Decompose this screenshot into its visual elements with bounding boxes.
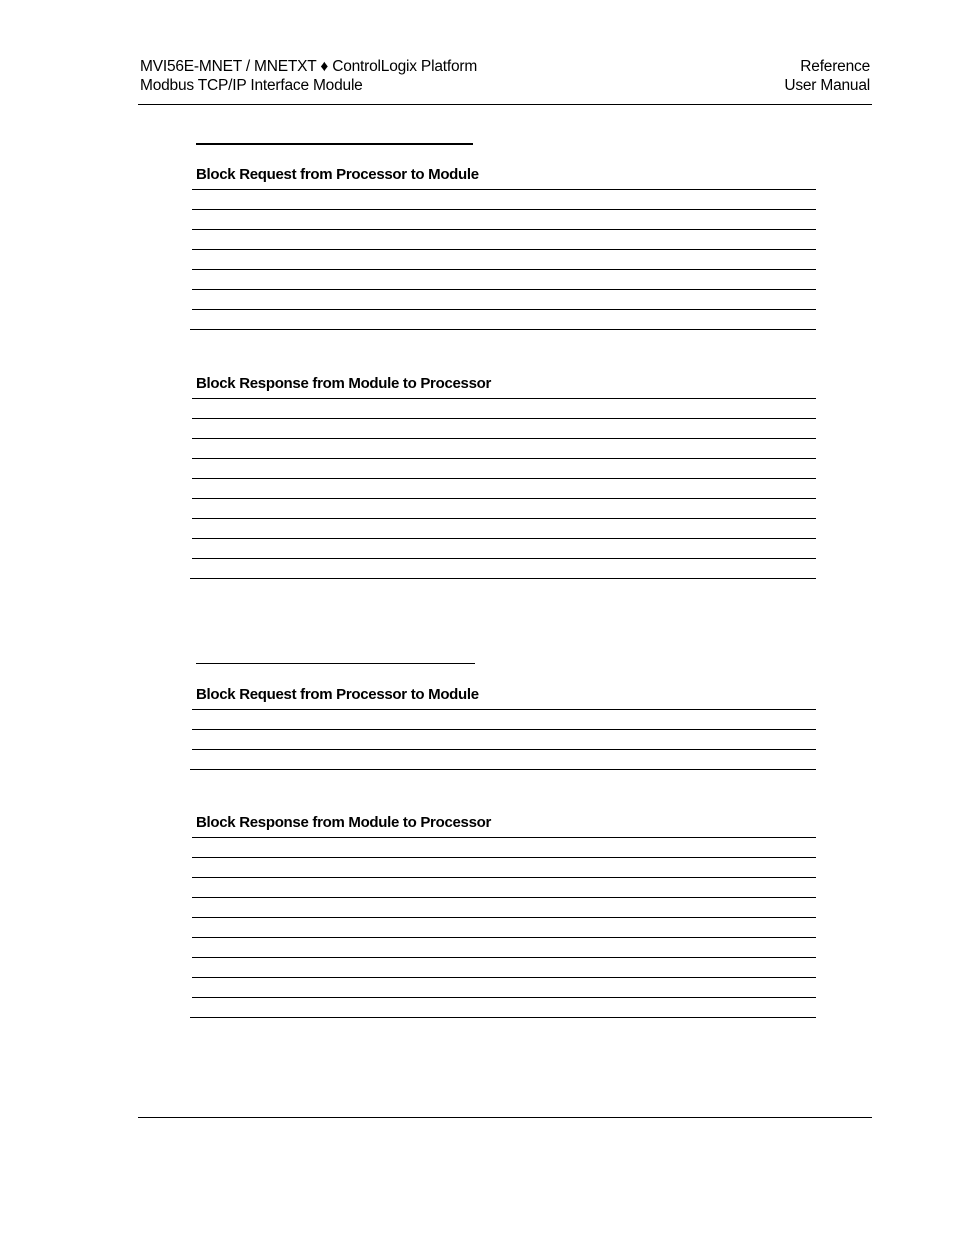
table-row <box>192 189 816 209</box>
section-2-request-table <box>192 709 816 770</box>
table-row <box>192 977 816 997</box>
table-bottom-rule <box>190 1017 816 1018</box>
chapter-label: Reference <box>800 58 870 75</box>
product-title: MVI56E-MNET / MNETXT ♦ ControlLogix Platform <box>140 58 478 75</box>
table-row <box>192 229 816 249</box>
section-2-response-table <box>192 837 816 1018</box>
table-row <box>192 518 816 538</box>
section-1-heading-rule <box>196 143 473 145</box>
table-row <box>192 478 816 498</box>
table-row <box>192 398 816 418</box>
table-row <box>192 877 816 897</box>
header-left <box>140 57 477 95</box>
table-row <box>192 309 816 329</box>
table-row <box>192 997 816 1017</box>
table-row <box>192 438 816 458</box>
section-1-request-table <box>192 189 816 330</box>
section-2-request-title: Block Request from Processor to Module <box>196 686 479 703</box>
header-right <box>784 57 870 95</box>
table-row <box>192 418 816 438</box>
table-row <box>192 837 816 857</box>
table-row <box>192 269 816 289</box>
section-1-response-title: Block Response from Module to Processor <box>196 375 492 392</box>
table-row <box>192 538 816 558</box>
table-row <box>192 498 816 518</box>
table-row <box>192 249 816 269</box>
table-row <box>192 289 816 309</box>
section-2-heading-rule <box>196 663 475 664</box>
table-bottom-rule <box>190 578 816 579</box>
product-subtitle: Modbus TCP/IP Interface Module <box>140 77 363 94</box>
table-row <box>192 558 816 578</box>
table-row <box>192 209 816 229</box>
section-1-request-title: Block Request from Processor to Module <box>196 166 479 183</box>
table-row <box>192 729 816 749</box>
manual-label: User Manual <box>784 77 870 94</box>
table-row <box>192 937 816 957</box>
section-2-response-title: Block Response from Module to Processor <box>196 814 492 831</box>
table-row <box>192 749 816 769</box>
section-1-response-table <box>192 398 816 579</box>
table-row <box>192 957 816 977</box>
table-bottom-rule <box>190 329 816 330</box>
table-row <box>192 897 816 917</box>
table-row <box>192 857 816 877</box>
footer-divider <box>138 1117 872 1118</box>
table-bottom-rule <box>190 769 816 770</box>
header-divider <box>138 104 872 105</box>
table-row <box>192 917 816 937</box>
table-row <box>192 458 816 478</box>
table-row <box>192 709 816 729</box>
